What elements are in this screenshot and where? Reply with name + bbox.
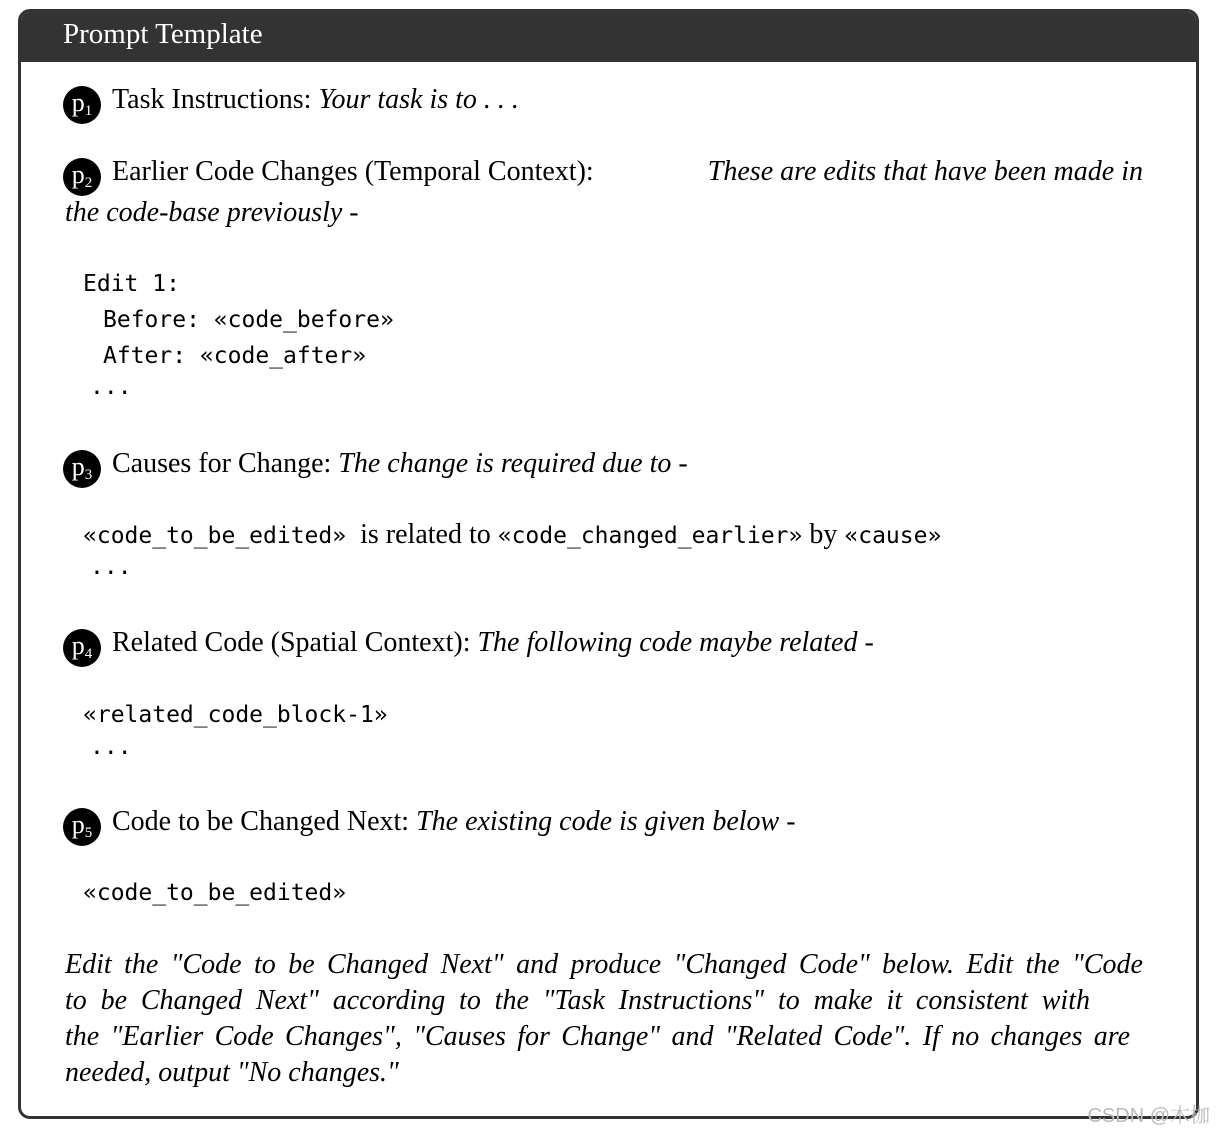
final-line-3: the "Earlier Code Changes", "Causes for Change" and "Related Code". If no changes are xyxy=(65,1021,1130,1052)
badge-p1: $p_1$ xyxy=(63,86,101,124)
title: Prompt Template xyxy=(63,18,263,50)
final-line-1: Edit the "Code to be Changed Next" and produce "Changed Code" below. Edit the "Code xyxy=(65,949,1143,980)
cause-ellipsis: ... xyxy=(90,554,132,580)
watermark: CSDN @木枷 xyxy=(1087,1105,1210,1127)
section-earlier: Earlier Code Changes (Temporal Context): These are edits that have been made in xyxy=(112,156,1143,187)
final-line-4: needed, output "No changes." xyxy=(65,1057,399,1088)
header xyxy=(21,12,1196,62)
badge-p5: $p_5$ xyxy=(63,808,101,846)
badge-p3: $p_3$ xyxy=(63,450,101,488)
section-next: Code to be Changed Next: The existing code is given below - xyxy=(112,806,796,837)
edit-ellipsis: ... xyxy=(90,374,132,400)
edit-before: Before: «code_before» xyxy=(103,307,394,333)
section-earlier-cont: the code-base previously - xyxy=(65,197,359,228)
cause-line: «code_to_be_edited» is related to «code_changed_earlier» by «cause» xyxy=(83,519,942,550)
section-related: Related Code (Spatial Context): The following code maybe related - xyxy=(112,627,874,658)
next-code: «code_to_be_edited» xyxy=(83,880,347,906)
related-code: «related_code_block-1» xyxy=(83,702,388,728)
final-line-2: to be Changed Next" according to the "Task Instructions" to make it consistent with xyxy=(65,985,1090,1016)
edit-header: Edit 1: xyxy=(83,271,180,297)
edit-after: After: «code_after» xyxy=(103,343,367,369)
badge-p4: $p_4$ xyxy=(63,629,101,667)
section-task: Task Instructions: Your task is to . . . xyxy=(112,84,519,115)
badge-p2: $p_2$ xyxy=(63,158,101,196)
section-causes: Causes for Change: The change is required due to - xyxy=(112,448,688,479)
related-ellipsis: ... xyxy=(90,734,132,760)
